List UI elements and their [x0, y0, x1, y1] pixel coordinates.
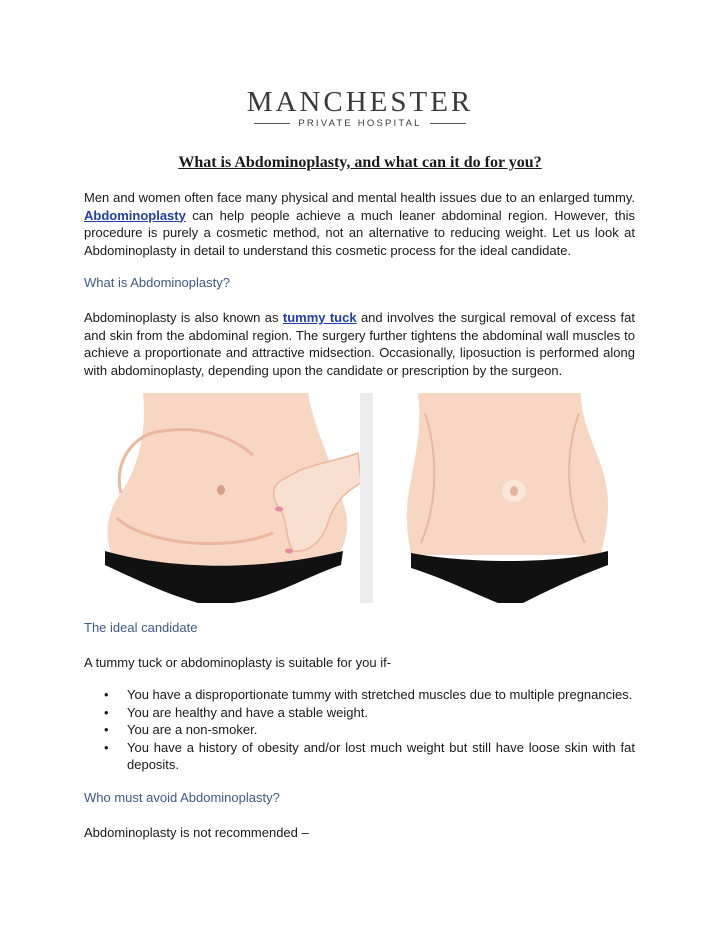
logo-divider-left [254, 123, 290, 124]
candidate-intro: A tummy tuck or abdominoplasty is suitable for you if- [84, 655, 392, 670]
heading-who-must-avoid: Who must avoid Abdominoplasty? [84, 790, 280, 805]
tummy-tuck-link[interactable]: tummy tuck [282, 310, 357, 325]
candidate-list [104, 686, 635, 774]
list-item-text: You have a history of obesity and/or lost much weight but still have loose skin with fat deposits. [127, 739, 635, 772]
list-item-text: You are a non-smoker. [127, 722, 258, 737]
logo-subtitle-row [0, 118, 720, 129]
heading-ideal-candidate: The ideal candidate [84, 620, 198, 635]
heading-what-is: What is Abdominoplasty? [84, 275, 230, 290]
intro-text-after: can help people achieve a much leaner abdominal region. However, this procedure is purely a cosmetic method, not an alternative to reducing weight. Let us look at Abdominoplasty in detail to understand this cosmetic process for the ideal candidate. [84, 207, 635, 258]
list-item [104, 704, 635, 722]
logo-subtitle: PRIVATE HOSPITAL [298, 118, 422, 129]
before-after-illustration [103, 393, 625, 603]
logo-divider-right [430, 123, 466, 124]
bullet-marker: • [104, 687, 109, 702]
list-item-text: You have a disproportionate tummy with stretched muscles due to multiple pregnancies. [127, 687, 633, 702]
bullet-marker: • [104, 722, 109, 737]
divider-bar [360, 393, 373, 603]
logo-wordmark: MANCHESTER [246, 86, 474, 118]
abdominoplasty-link[interactable]: Abdominoplasty [84, 207, 186, 223]
list-item [104, 739, 635, 774]
avoid-intro: Abdominoplasty is not recommended – [84, 825, 309, 840]
definition-paragraph [84, 309, 635, 379]
definition-text-before: Abdominoplasty is also known as [84, 310, 283, 325]
list-item [104, 686, 635, 704]
list-item [104, 721, 635, 739]
hospital-logo [0, 86, 720, 129]
before-torso [105, 393, 361, 603]
page-title: What is Abdominoplasty, and what can it do for you? [178, 154, 542, 171]
list-item-text: You are healthy and have a stable weight. [127, 704, 368, 720]
definition-text-after: and involves the surgical removal of excess fat and skin from the abdominal region. The surgery further tightens the abdominal wall muscles to achieve a proportionate and attractive midsection. Occasionally, liposuction is performed along with abdominoplasty, depending upon the candidate or prescription by the surgeon. [84, 310, 635, 378]
bullet-marker: • [104, 739, 109, 755]
intro-text-before: Men and women often face many physical and mental health issues due to an enlarged tummy. [84, 190, 635, 205]
bullet-marker: • [104, 704, 109, 720]
after-torso [407, 393, 608, 603]
intro-paragraph [84, 189, 635, 259]
before-after-svg [103, 393, 625, 603]
